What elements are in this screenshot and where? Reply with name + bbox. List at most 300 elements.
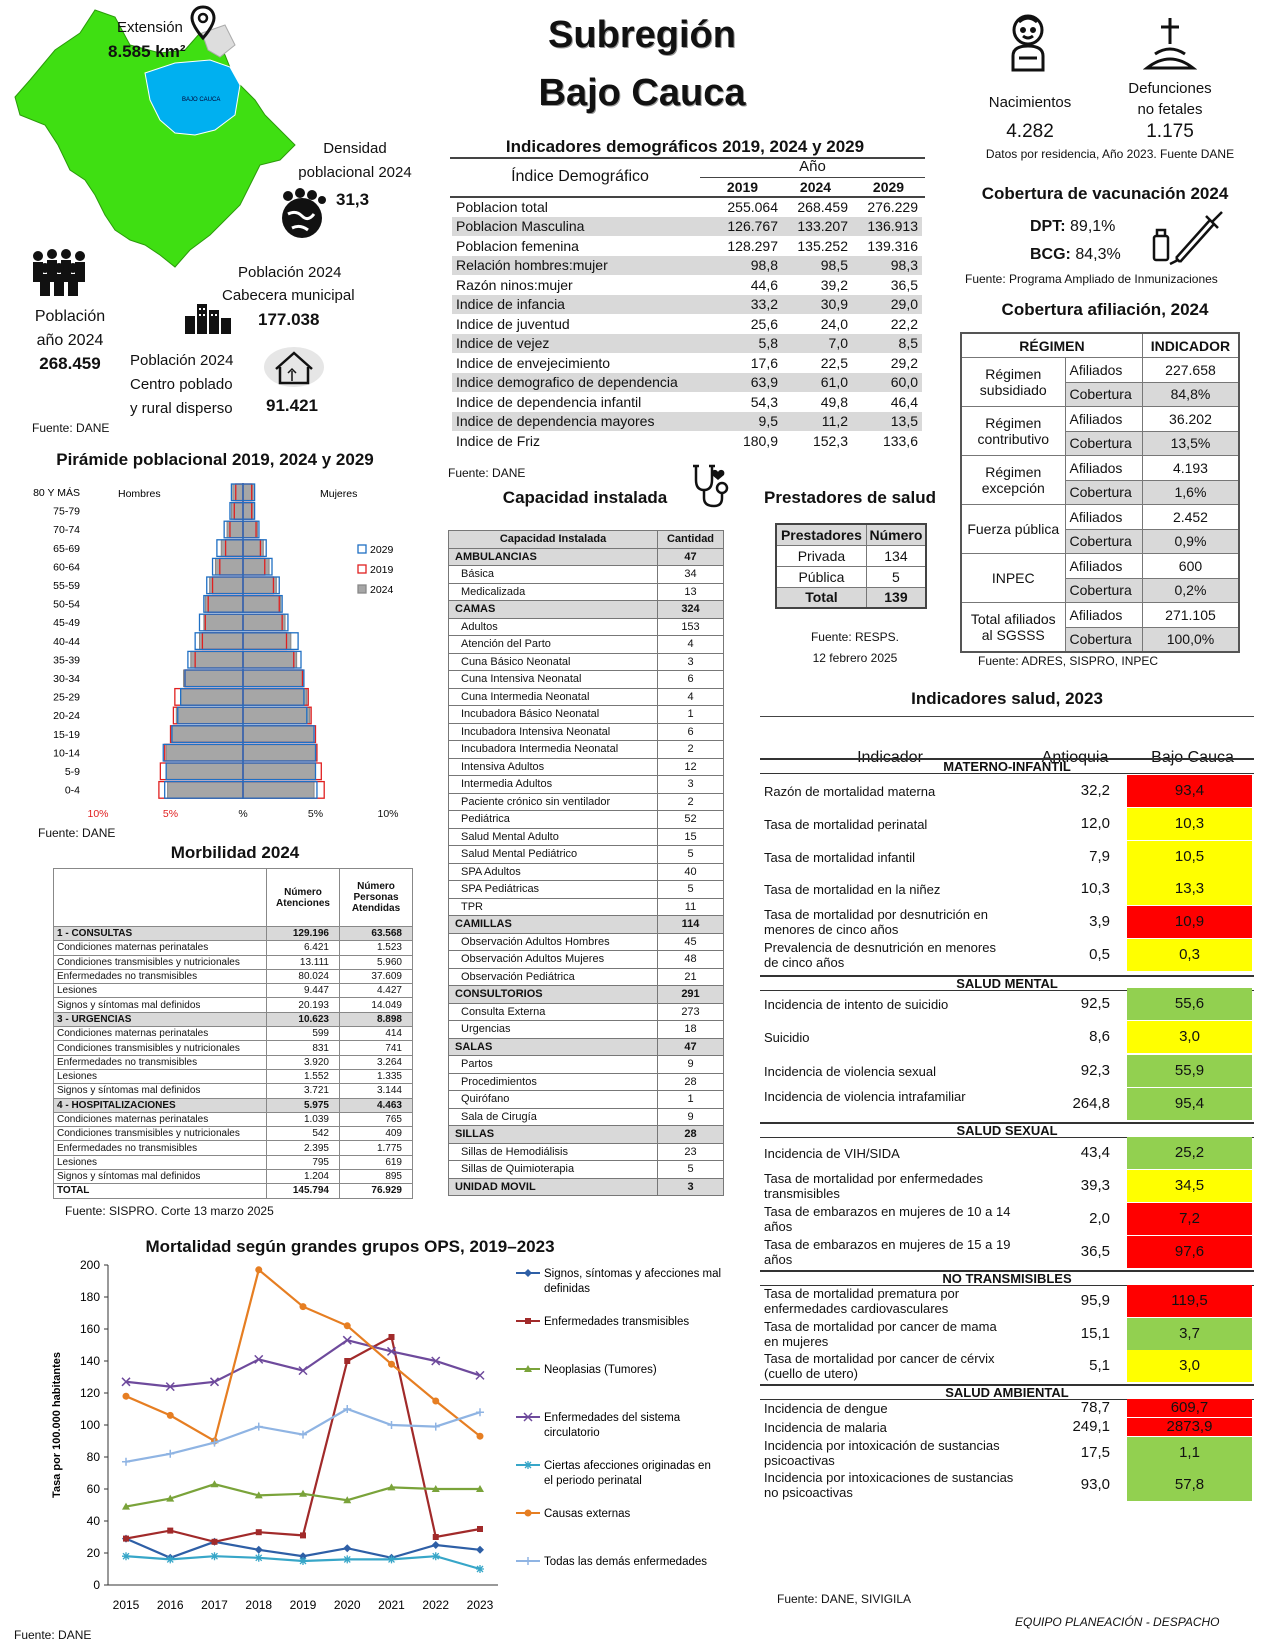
health-indicator-label: Tasa de mortalidad prematura por enfermedades cardiovasculares xyxy=(764,1286,960,1316)
pyramid-x-tick: 10% xyxy=(87,808,109,821)
demo-row-value: 22,2 xyxy=(890,315,918,332)
morbidity-category-row xyxy=(54,927,413,941)
demo-row-label: Indice de Friz xyxy=(456,432,541,449)
mort-x-tick: 2016 xyxy=(156,1598,184,1612)
health-indicator-label: Incidencia de violencia sexual xyxy=(764,1063,936,1079)
health-indicator-row xyxy=(760,1236,1254,1268)
capacity-label: CAMILLAS xyxy=(449,916,658,934)
mort-point xyxy=(300,1532,306,1538)
health-indicator-row xyxy=(760,775,1254,807)
capacity-category-row xyxy=(449,1038,724,1056)
mort-y-tick: 180 xyxy=(79,1290,100,1304)
mort-series xyxy=(123,1266,484,1444)
health-indicator-label: Tasa de mortalidad perinatal xyxy=(764,816,928,832)
health-bajocauca-value: 97,6 xyxy=(1127,1236,1252,1268)
providers-source-1: Fuente: RESPS. xyxy=(810,630,900,644)
capacity-value: 45 xyxy=(658,933,724,951)
demo-row-value: 126.767 xyxy=(712,217,782,237)
demo-row xyxy=(452,373,922,393)
health-antioquia-value: 32,2 xyxy=(1080,782,1110,799)
deaths-label-1: Defunciones xyxy=(1128,80,1212,97)
afil-afiliados-label: Afiliados xyxy=(1065,456,1142,481)
capacity-label: Observación Adultos Hombres xyxy=(449,933,658,951)
demo-row-value: 11,2 xyxy=(782,412,852,432)
demo-year-2029: 2029 xyxy=(872,179,905,195)
health-col-bajocauca: Bajo Cauca xyxy=(1151,749,1234,766)
capacity-value: 6 xyxy=(658,671,724,689)
morbidity-row xyxy=(54,955,413,969)
capacity-label: Incubadora Básico Neonatal xyxy=(449,706,658,724)
afil-group-name-1: Régimen xyxy=(985,415,1042,431)
pyramid-bar-2024 xyxy=(205,596,243,613)
pyramid-age-label: 75-79 xyxy=(53,505,80,518)
page-title: Subregión xyxy=(548,14,736,56)
afil-cobertura-value: 84,8% xyxy=(1142,382,1239,407)
capacity-label: Observación Adultos Mujeres xyxy=(449,951,658,969)
pyramid-age-label: 20-24 xyxy=(53,710,80,723)
dpt-value: 89,1% xyxy=(1070,218,1116,235)
capacity-row xyxy=(449,1161,724,1179)
morbidity-persons: 1.523 xyxy=(340,941,413,955)
capacity-row xyxy=(449,846,724,864)
demo-row-value: 136.913 xyxy=(852,217,922,237)
capacity-value: 11 xyxy=(658,898,724,916)
morbidity-title: Morbilidad 2024 xyxy=(170,843,300,862)
afil-col-indicator: INDICADOR xyxy=(1142,333,1239,358)
capacity-value: 153 xyxy=(658,618,724,636)
afil-cobertura-label: Cobertura xyxy=(1065,431,1142,456)
mort-y-tick: 120 xyxy=(79,1386,100,1400)
mort-legend-label: Causas externas xyxy=(544,1508,631,1520)
health-indicator-row xyxy=(760,1203,1254,1235)
morbidity-attentions: 795 xyxy=(267,1155,340,1169)
capacity-row xyxy=(449,811,724,829)
morbidity-attentions: 599 xyxy=(267,1027,340,1041)
capacity-value: 12 xyxy=(658,758,724,776)
morbidity-label: Condiciones maternas perinatales xyxy=(54,1027,267,1041)
capacity-label: Cuna Intensiva Neonatal xyxy=(449,671,658,689)
mort-point xyxy=(344,1358,350,1364)
health-antioquia-value: 5,1 xyxy=(1089,1357,1110,1374)
health-indicator-row xyxy=(760,841,1254,873)
pyramid-bar-2024 xyxy=(166,763,243,780)
mort-y-tick: 160 xyxy=(79,1322,100,1336)
morbidity-attentions: 20.193 xyxy=(267,998,340,1012)
capacity-value: 47 xyxy=(658,548,724,566)
demo-year-2024: 2024 xyxy=(799,179,832,195)
pyramid-bar-2024 xyxy=(200,633,244,650)
morbidity-persons: 409 xyxy=(340,1127,413,1141)
pyramid-age-label: 0-4 xyxy=(64,784,80,797)
health-section-header: NO TRANSMISIBLES xyxy=(760,1270,1254,1286)
morbidity-persons: 741 xyxy=(340,1041,413,1055)
capacity-row xyxy=(449,968,724,986)
health-section-header: MATERNO-INFANTIL xyxy=(760,758,1254,774)
health-bajocauca-value: 1,1 xyxy=(1127,1437,1252,1469)
bcg-label: BCG: xyxy=(1030,246,1071,263)
mort-x-tick: 2023 xyxy=(466,1598,494,1612)
pyramid-legend-swatch xyxy=(358,565,366,573)
morbidity-row xyxy=(54,1141,413,1155)
health-bajocauca-value: 55,9 xyxy=(1127,1055,1252,1087)
capacity-value: 52 xyxy=(658,811,724,829)
mort-point xyxy=(524,1269,532,1277)
afil-afiliados-value: 271.105 xyxy=(1142,603,1239,628)
morbidity-label: Lesiones xyxy=(54,1155,267,1169)
affiliation-source: Fuente: ADRES, SISPRO, INPEC xyxy=(978,654,1159,668)
morbidity-row xyxy=(54,1127,413,1141)
afil-group-name xyxy=(961,505,1065,554)
mort-legend-label: Enfermedades transmisibles xyxy=(544,1316,690,1328)
capacity-value: 23 xyxy=(658,1143,724,1161)
health-antioquia-value: 8,6 xyxy=(1089,1028,1110,1045)
capacity-label: Observación Pediátrica xyxy=(449,968,658,986)
capacity-value: 40 xyxy=(658,863,724,881)
afil-cobertura-label: Cobertura xyxy=(1065,627,1142,652)
demo-row-value: 29,2 xyxy=(890,354,918,371)
pyramid-bar-2024 xyxy=(243,633,291,650)
morbidity-persons: 3.144 xyxy=(340,1084,413,1098)
demo-row-value: 255.064 xyxy=(727,198,778,215)
capacity-category-row xyxy=(449,601,724,619)
morbidity-persons: 37.609 xyxy=(340,969,413,983)
morbidity-row xyxy=(54,941,413,955)
afil-cobertura-label: Cobertura xyxy=(1065,382,1142,407)
map-source: Fuente: DANE xyxy=(32,421,110,435)
morbidity-label: Condiciones transmisibles y nutricionales xyxy=(54,1127,267,1141)
rural-pop-label-1: Población 2024 xyxy=(130,352,234,369)
capacity-row xyxy=(449,653,724,671)
health-indicator-label: Suicidio xyxy=(764,1029,810,1045)
mort-point xyxy=(166,1450,174,1458)
capacity-value: 114 xyxy=(658,916,724,934)
births-label: Nacimientos xyxy=(988,94,1072,111)
demo-row-label: Poblacion total xyxy=(456,198,548,215)
morbidity-persons: 4.463 xyxy=(340,1098,413,1112)
rural-pop-label-3: y rural disperso xyxy=(130,400,233,417)
capacity-value: 47 xyxy=(658,1038,724,1056)
morbidity-attentions: 3.920 xyxy=(267,1055,340,1069)
demo-row-value: 180,9 xyxy=(742,432,778,449)
capacity-value: 5 xyxy=(658,1161,724,1179)
demo-row xyxy=(452,236,922,256)
morbidity-label: Signos y síntomas mal definidos xyxy=(54,998,267,1012)
rural-pop-label-2: Centro poblado xyxy=(130,376,233,393)
afil-group-name-2: al SGSSS xyxy=(981,626,1045,643)
health-antioquia-value: 10,3 xyxy=(1080,880,1110,897)
mort-y-tick: 200 xyxy=(79,1258,100,1272)
mort-point xyxy=(167,1528,173,1534)
city-buildings-icon xyxy=(183,298,235,334)
health-col-antioquia: Antioquia xyxy=(1041,749,1109,766)
health-bajocauca-value: 3,0 xyxy=(1127,1021,1252,1053)
pyramid-x-tick: 10% xyxy=(377,808,399,821)
demo-col-index: Índice Demográfico xyxy=(511,168,649,185)
afil-cobertura-value: 0,9% xyxy=(1142,529,1239,554)
mort-point xyxy=(476,1408,484,1416)
afil-group-name-1: INPEC xyxy=(991,570,1035,586)
demo-row-value: 139.316 xyxy=(867,237,918,254)
mort-point xyxy=(524,1461,532,1469)
capacity-value: 4 xyxy=(658,688,724,706)
capacity-row xyxy=(449,793,724,811)
health-indicator-row xyxy=(760,1285,1254,1317)
demo-row-value: 268.459 xyxy=(797,198,848,215)
capacity-label: Pediátrica xyxy=(449,811,658,829)
afil-row xyxy=(961,456,1239,481)
health-indicator-label: Incidencia de malaria xyxy=(764,1419,887,1435)
capacity-row xyxy=(449,1108,724,1126)
demo-row xyxy=(452,412,922,432)
health-antioquia-value: 43,4 xyxy=(1080,1144,1110,1161)
capacity-category-row xyxy=(449,986,724,1004)
mort-point xyxy=(299,1557,307,1565)
pyramid-men-label: Hombres xyxy=(118,488,161,500)
demo-row-value: 49,8 xyxy=(820,393,848,410)
pyramid-bar-2024 xyxy=(243,651,297,668)
capacity-row xyxy=(449,583,724,601)
health-indicator-row xyxy=(760,988,1254,1020)
capacity-label: SALAS xyxy=(449,1038,658,1056)
health-bajocauca-value: 93,4 xyxy=(1127,775,1252,807)
demo-row xyxy=(452,256,922,276)
cap-col-2: Cantidad xyxy=(658,531,724,549)
location-pin-icon xyxy=(188,5,218,41)
morbidity-label: 1 - CONSULTAS xyxy=(54,927,267,941)
health-antioquia-value: 78,7 xyxy=(1080,1399,1110,1416)
pyramid-age-label: 30-34 xyxy=(53,673,80,685)
health-indicator-label: Tasa de embarazos en mujeres de 15 a 19 años xyxy=(764,1237,1011,1267)
mort-legend-label: Ciertas afecciones originadas en xyxy=(544,1460,711,1472)
providers-title: Prestadores de salud xyxy=(764,488,936,507)
baby-icon xyxy=(1005,12,1051,74)
mortality-title: Mortalidad según grandes grupos OPS, 2019–2023 xyxy=(145,1237,555,1256)
demo-row-value: 128.297 xyxy=(727,237,778,254)
morbidity-row xyxy=(54,969,413,983)
capacity-value: 9 xyxy=(658,1108,724,1126)
demo-row-label: Indice de vejez xyxy=(452,334,712,354)
mort-point xyxy=(432,1398,439,1405)
health-bajocauca-value: 34,5 xyxy=(1127,1170,1252,1202)
density-value: 31,3 xyxy=(336,190,370,209)
morbidity-attentions: 1.204 xyxy=(267,1170,340,1184)
health-section-header: SALUD AMBIENTAL xyxy=(760,1384,1254,1400)
morbidity-label: Enfermedades no transmisibles xyxy=(54,1141,267,1155)
rural-pop-value: 91.421 xyxy=(266,396,318,415)
health-indicator-row xyxy=(760,939,1254,971)
pyramid-x-tick: % xyxy=(238,808,248,821)
affiliation-title: Cobertura afiliación, 2024 xyxy=(1001,300,1209,319)
mort-y-tick: 100 xyxy=(79,1418,100,1432)
capacity-row xyxy=(449,933,724,951)
extension-value: 8.585 km² xyxy=(108,42,186,61)
mort-point xyxy=(524,1557,532,1565)
health-source: Fuente: DANE, SIVIGILA xyxy=(777,1592,912,1606)
demo-row-value: 39,2 xyxy=(820,276,848,293)
demo-row-label: Indice de juventud xyxy=(456,315,570,332)
demo-row-label: Poblacion Masculina xyxy=(452,217,712,237)
vaccination-source: Fuente: Programa Ampliado de Inmunizaciones xyxy=(965,272,1218,286)
mort-y-tick: 20 xyxy=(86,1546,100,1560)
mort-point xyxy=(211,1480,219,1487)
health-indicator-row xyxy=(760,1469,1254,1501)
bcg-value: 84,3% xyxy=(1075,246,1121,263)
capacity-label: UNIDAD MOVIL xyxy=(449,1178,658,1196)
health-antioquia-value: 17,5 xyxy=(1080,1444,1110,1461)
capacity-label: Incubadora Intensiva Neonatal xyxy=(449,723,658,741)
mort-legend-label: Neoplasias (Tumores) xyxy=(544,1364,657,1376)
demo-row-value: 44,6 xyxy=(750,276,778,293)
mort-legend-label: Todas las demás enfermedades xyxy=(544,1556,708,1568)
capacity-value: 2 xyxy=(658,793,724,811)
capacity-label: Procedimientos xyxy=(449,1073,658,1091)
pyramid-legend-swatch xyxy=(358,585,366,593)
morbidity-persons: 765 xyxy=(340,1112,413,1126)
health-indicator-row xyxy=(760,906,1254,938)
health-bajocauca-value: 119,5 xyxy=(1127,1285,1252,1317)
mort-point xyxy=(255,1546,263,1554)
afil-group-name xyxy=(961,554,1065,603)
mort-x-tick: 2021 xyxy=(378,1598,405,1612)
demo-row-label: Relación hombres:mujer xyxy=(452,256,712,276)
morbidity-row xyxy=(54,1027,413,1041)
pyramid-age-label: 65-69 xyxy=(53,542,80,555)
capacity-row xyxy=(449,1003,724,1021)
capacity-label: Salud Mental Pediátrico xyxy=(449,846,658,864)
mort-series-line xyxy=(126,1337,480,1542)
provider-count: 139 xyxy=(866,587,926,608)
mort-series-line xyxy=(126,1340,480,1386)
morbidity-row xyxy=(54,1184,413,1198)
demo-row-label: Indice de dependencia infantil xyxy=(456,393,642,410)
provider-type: Privada xyxy=(776,545,866,566)
mort-legend-label: circulatorio xyxy=(544,1427,600,1439)
morbidity-source: Fuente: SISPRO. Corte 13 marzo 2025 xyxy=(65,1204,274,1218)
health-bajocauca-value: 3,0 xyxy=(1127,1350,1252,1382)
pyramid-legend-label: 2024 xyxy=(370,584,394,596)
morb-col-2: Número Personas Atendidas xyxy=(340,869,413,927)
provider-count: 5 xyxy=(866,566,926,587)
capacity-value: 1 xyxy=(658,706,724,724)
demo-row-value: 98,3 xyxy=(852,256,922,276)
morbidity-row xyxy=(54,1112,413,1126)
health-indicator-row xyxy=(760,1021,1254,1053)
health-antioquia-value: 93,0 xyxy=(1080,1476,1110,1493)
capacity-row xyxy=(449,706,724,724)
density-label-2: poblacional 2024 xyxy=(298,164,412,181)
capacity-label: Sillas de Hemodiálisis xyxy=(449,1143,658,1161)
health-indicator-label: Incidencia de VIH/SIDA xyxy=(764,1145,900,1161)
capacity-value: 5 xyxy=(658,846,724,864)
afil-afiliados-label: Afiliados xyxy=(1065,505,1142,530)
health-indicator-label: Tasa de embarazos en mujeres de 10 a 14 años xyxy=(764,1204,1011,1234)
pyramid-bar-2024 xyxy=(191,651,243,668)
demo-row-value: 61,0 xyxy=(782,373,852,393)
mort-y-tick: 40 xyxy=(86,1514,100,1528)
morb-col-1: Número Atenciones xyxy=(267,869,340,927)
capacity-row xyxy=(449,898,724,916)
pyramid-bar-2024 xyxy=(204,614,243,631)
capacity-label: CAMAS xyxy=(449,601,658,619)
mort-point xyxy=(388,1421,396,1429)
morbidity-row xyxy=(54,1155,413,1169)
health-indicator-row xyxy=(760,1088,1254,1120)
mort-point xyxy=(344,1322,351,1329)
vaccination-title: Cobertura de vacunación 2024 xyxy=(981,184,1229,203)
demo-row-value: 133.207 xyxy=(782,217,852,237)
bcg-row xyxy=(1030,246,1121,264)
mort-point xyxy=(477,1526,483,1532)
health-bajocauca-value: 0,3 xyxy=(1127,939,1252,971)
morbidity-row xyxy=(54,1084,413,1098)
demo-row-value: 33,2 xyxy=(712,295,782,315)
tombstone-cross-icon xyxy=(1143,14,1197,72)
capacity-label: Medicalizada xyxy=(449,583,658,601)
pyramid-legend-swatch xyxy=(358,545,366,553)
capacity-row xyxy=(449,741,724,759)
morbidity-table xyxy=(53,868,413,1199)
team-credit: EQUIPO PLANEACIÓN - DESPACHO xyxy=(1015,1615,1220,1629)
mort-point xyxy=(123,1393,130,1400)
demo-row xyxy=(452,353,922,373)
capacity-row xyxy=(449,636,724,654)
provider-type: Total xyxy=(776,587,866,608)
demographic-table xyxy=(452,197,922,451)
mort-y-label: Tasa por 100.000 habitantes xyxy=(51,1352,63,1498)
capacity-value: 291 xyxy=(658,986,724,1004)
capacity-value: 28 xyxy=(658,1073,724,1091)
mort-point xyxy=(123,1536,129,1542)
mort-legend-label: Signos, síntomas y afecciones mal xyxy=(544,1268,722,1280)
mort-point xyxy=(432,1423,440,1431)
health-indicator-label: Incidencia de intento de suicidio xyxy=(764,996,949,1012)
pyramid-bar-2024 xyxy=(243,763,316,780)
afil-group-name-1: Total afiliados xyxy=(970,610,1056,627)
morbidity-row xyxy=(54,1041,413,1055)
health-bajocauca-value: 10,3 xyxy=(1127,808,1252,840)
provider-count: 134 xyxy=(866,545,926,566)
demo-year-rule xyxy=(700,177,925,178)
afil-cobertura-label: Cobertura xyxy=(1065,529,1142,554)
morbidity-label: Enfermedades no transmisibles xyxy=(54,1055,267,1069)
morbidity-label: Condiciones transmisibles y nutricionales xyxy=(54,1041,267,1055)
population-group-icon xyxy=(28,248,94,298)
affiliation-table xyxy=(960,332,1240,653)
mort-series xyxy=(122,1336,484,1390)
demo-row-value: 276.229 xyxy=(867,198,918,215)
mort-point xyxy=(477,1433,484,1440)
mort-y-tick: 140 xyxy=(79,1354,100,1368)
pyramid-bar-2024 xyxy=(243,707,310,724)
morbidity-label: Signos y síntomas mal definidos xyxy=(54,1084,267,1098)
pyramid-age-label: 45-49 xyxy=(53,617,80,630)
capacity-value: 18 xyxy=(658,1021,724,1039)
health-antioquia-value: 2,0 xyxy=(1089,1210,1110,1227)
mort-point xyxy=(122,1552,130,1560)
mort-point xyxy=(167,1412,174,1419)
health-antioquia-value: 39,3 xyxy=(1080,1177,1110,1194)
capacity-category-row xyxy=(449,1126,724,1144)
capacity-row xyxy=(449,758,724,776)
capacity-value: 4 xyxy=(658,636,724,654)
morbidity-label: Lesiones xyxy=(54,1069,267,1083)
mort-point xyxy=(525,1510,532,1517)
health-indicator-row xyxy=(760,808,1254,840)
morbidity-label: Condiciones transmisibles y nutricionales xyxy=(54,955,267,969)
mort-point xyxy=(300,1303,307,1310)
morbidity-persons: 4.427 xyxy=(340,984,413,998)
health-bajocauca-value: 3,7 xyxy=(1127,1318,1252,1350)
